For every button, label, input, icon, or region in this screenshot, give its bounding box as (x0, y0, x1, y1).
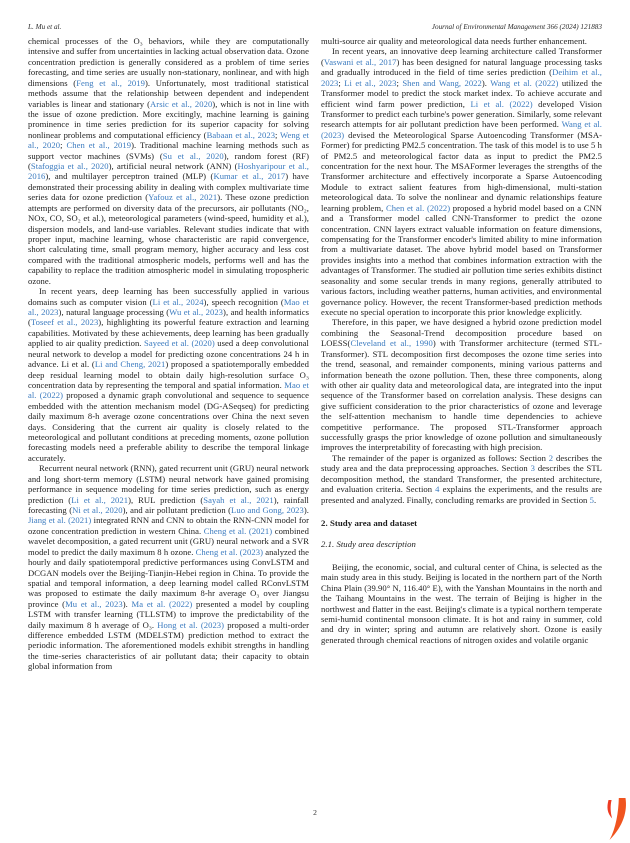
text-run: proposed a dynamic graph convolutional and sequence to sequence embedded with the attention mechanism model (DG-ASeqseq) for predicting daily maximum 8-h average ozone concentrations over China the next seven days. Considering that the current air quality is closely related to the meteorological and pollutant conditions at preceding moments, ozone pollution forecasting models need a preferable ability to describe the temporal linkage accurately. (28, 390, 309, 463)
citation-link[interactable]: Ma et al. (2022) (131, 598, 193, 609)
text-run: multi-source air quality and meteorological data needs further enhancement. (321, 36, 587, 46)
citation-link[interactable]: 2 (548, 452, 554, 463)
section-heading (321, 518, 602, 528)
citation-link[interactable]: Li and Cheng, 2021 (94, 359, 166, 370)
paragraph (28, 286, 309, 463)
text-run: ), rainfall forecasting ( (28, 494, 309, 515)
paragraph (321, 562, 602, 645)
text-run: developed Vision Transformer to predict each turbine's power generation. Similarly, some relevant research attempts for air pollutant prediction have been performed. (321, 98, 602, 130)
citation-link[interactable]: Li et al., 2024 (152, 296, 204, 307)
text-run: ). (303, 504, 309, 515)
text-run: ; (60, 140, 67, 151)
text-run: ), artificial neural network (ANN) ( (108, 161, 238, 172)
citation-link[interactable]: Sayeed et al. (2020) (144, 338, 215, 349)
citation-link[interactable]: 4 (435, 484, 440, 495)
text-run: In recent years, deep learning has been successfully applied in various domains such as computer vision ( (28, 286, 309, 307)
citation-link[interactable]: Hong et al. (2023) (157, 619, 225, 630)
running-head (28, 23, 602, 31)
citation-link[interactable]: Feng et al., 2019 (76, 77, 145, 88)
text-run: combined wavelet decomposition, a gated recurrent unit (GRU) neural network and a SVR model to predict the daily maximum 8 h ozone. (28, 525, 309, 557)
text-run: presented a model by coupling LSTM with transfer learning (TLLSTM) to improve the predictability of the daily maximum 8 h average of O₃. (28, 598, 310, 630)
citation-link[interactable]: Mao et al. (2022) (28, 379, 309, 401)
text-run: utilized the Transformer model to predict the stock market index. To achieve accurate and efficient wind farm power prediction, (321, 77, 603, 109)
citation-link[interactable]: Hoshyaripour et al., 2016 (28, 161, 309, 182)
citation-link[interactable]: Chen et al. (2022) (385, 202, 451, 213)
citation-link[interactable]: Ni et al., 2020 (72, 504, 123, 515)
text-run: ), natural language processing ( (58, 306, 170, 317)
text-run: ), and health informatics ( (28, 306, 309, 328)
column-right (321, 36, 602, 672)
text-run: devised the Meteorological Sparse Autoencoding Transformer (MSA-Former) for predicting PM2.5 concentration. The task of this model is to use 5 h of PM2.5 and meteorological factor data as input to predict the PM2.5 concentration for the next hour. The MSAFormer leverages the strengths of the Transformer architecture and effectively incorporate a Sparse Autoencoding Module to extract salient features from high-dimensional, multi-station meteorological data. To solve the nonlinear and dynamic relationships feature learning problem, (321, 129, 602, 213)
page-number: 2 (313, 808, 317, 817)
citation-link[interactable]: Shen and Wang, 2022 (402, 77, 482, 88)
citation-link[interactable]: 3 (530, 463, 535, 474)
citation-link[interactable]: Deihim et al., 2023 (321, 67, 602, 88)
text-run: The remainder of the paper is organized as follows: Section (332, 452, 549, 463)
paragraph (321, 36, 602, 46)
text-run: 2.1. Study area description (321, 539, 416, 550)
body-columns (28, 36, 602, 672)
text-run: ) have demonstrated their processing ability in dealing with complex multivariate time series data for ozone prediction ( (28, 171, 309, 203)
citation-link[interactable]: Luo and Gong, 2023 (231, 504, 304, 515)
text-run: In recent years, an innovative deep learning architecture called Transformer ( (321, 46, 602, 67)
text-run: ), random forest (RF) ( (28, 150, 309, 172)
citation-link[interactable]: Sayah et al., 2021 (203, 494, 274, 505)
red-corner-mark-icon (604, 797, 628, 841)
citation-link[interactable]: Wang et al. (2022) (490, 77, 559, 88)
citation-link[interactable]: Stafoggia et al., 2020 (30, 161, 109, 172)
text-run: ), and multilayer perceptron trained (MLP) ( (45, 171, 214, 182)
text-run: ) proposed a spatiotemporally embedded deep residual learning model to obtain daily high-resolution surface O₃ concentration data by representing the temporal and spatial information. (28, 359, 309, 390)
running-head-journal: Journal of Environmental Management 366 (2024) 121883 (431, 23, 602, 31)
text-run: ), RUL prediction ( (128, 494, 204, 505)
text-run: ), which is not in line with the issue of ozone prediction. More excitingly, machine learning is gaining prominence in time series prediction for its superior capacity for solving nonlinear problems and computational efficiency ( (28, 98, 309, 140)
citation-link[interactable]: Li et al., 2021 (71, 494, 129, 505)
paragraph (321, 46, 602, 317)
text-run: explains the experiments, and the results are presented and analyzed. Finally, concluding remarks are provided in Section (321, 484, 602, 505)
citation-link[interactable]: Su et al., 2020 (162, 150, 224, 161)
citation-link[interactable]: Cheng et al. (2023) (195, 546, 263, 557)
text-run: . (593, 494, 597, 505)
text-run: proposed a multi-order difference embedded LSTM (MDELSTM) prediction method to extract the periodic information. The aforementioned models exhibit strengths in handling the time-series characteristics of air pollutant data; their capacity to obtain global information from (28, 619, 309, 672)
citation-link[interactable]: Kumar et al., 2017 (213, 171, 286, 182)
citation-link[interactable]: Wu et al., 2023 (169, 306, 224, 317)
text-run: Therefore, in this paper, we have designed a hybrid ozone prediction model combining the Seasonal-Trend decomposition procedure based on LOESS( (321, 317, 602, 349)
text-run: ), speech recognition ( (203, 296, 284, 307)
paragraph (28, 36, 309, 286)
text-run: 2. Study area and dataset (321, 517, 418, 528)
citation-link[interactable]: Mao et al., 2023 (28, 296, 309, 317)
text-run: ). Traditional machine learning methods such as support vector machines (SVMs) ( (28, 140, 309, 161)
citation-link[interactable]: Toseef et al., 2023 (30, 317, 99, 328)
text-run: ; (338, 77, 345, 88)
page-footer (0, 808, 630, 817)
column-left (28, 36, 309, 672)
citation-link[interactable]: Li et al., 2023 (344, 77, 397, 88)
citation-link[interactable]: Babaan et al., 2023 (206, 129, 276, 140)
section-subheading (321, 539, 602, 549)
citation-link[interactable]: Mu et al., 2023 (65, 598, 123, 609)
paragraph (321, 453, 602, 505)
running-head-authors: L. Mu et al. (28, 23, 62, 31)
citation-link[interactable]: Arsic et al., 2020 (150, 98, 213, 109)
text-run: proposed a hybrid model based on a CNN and a Transformer model called CNN-Transformer to predict the ozone concentration. CNN layers extract valuable information on feature dimensions, compensating for the Transformer encoder's limited ability to mine information from a multivariate dataset. The above hybrid model based on Transformer provides insights into a method that combines information extraction with the advantages of Transformer. The studied air pollution time series exhibits distinct seasonality and some secular trends in many regions, generally attributed to various factors, including weather patterns, human activities, and environmental governance policy. However, the recent Transformer-based prediction methods execute no special operation to incorporate this prior knowledge explicitly. (321, 202, 603, 317)
citation-link[interactable]: Weng et al., 2020 (28, 129, 309, 151)
text-run: ) has been designed for natural language processing tasks and gradually introduced in the field of time series prediction ( (321, 56, 603, 78)
citation-link[interactable]: 5 (589, 494, 594, 505)
text-run: ). Unfortunately, most traditional statistical methods assume that the relationship between dependent and independent variables is linear and stationary ( (28, 77, 309, 109)
text-run: ), highlighting its powerful feature extraction and learning capabilities. Motivated by these achievements, deep learning has been gradually applied to air quality prediction. (28, 317, 309, 349)
text-run: ). (122, 598, 132, 609)
text-run: Beijing, the economic, social, and cultural center of China, is selected as the main study area in this study. Beijing is located in the northern part of the North China Plain (39.90° N, 116.40° E), with the Yanshan Mountains in the north and the Taihang Mountains in the west. The terrain of Beijing is higher in the northwest and flatter in the east. Beijing's climate is a typical northern temperate semi-humid continental monsoon climate. It is hot and rainy in summer, cold and dry in winter; spring and autumn are relatively short. Ozone is easily generated through chemical reactions of nitrogen oxides and volatile organic (321, 561, 602, 645)
text-run: ; (275, 129, 280, 140)
text-run: ). These ozone prediction attempts are performed on diversity data of the precursors, air pollutants (NO₂, NOx, CO, SO₂ et al.), meteorological parameters (wind-speed, humidity et al.), dispersion models, and land-use variables. Relevant studies indicate that with proper input, machine learning, whose characteristic are rapid convergence, short calculating time, small program memory, higher accuracy and less cost compared with the traditional atmospheric models, performs well and has the capability to replace the tradition atmospheric model in simulating tropospheric ozone. (28, 192, 309, 286)
paragraph (321, 317, 602, 452)
text-run: Recurrent neural network (RNN), gated recurrent unit (GRU) neural network and long short-term memory (LSTM) neural network have gained promising performance in sequence modeling for time series prediction, such as energy prediction ( (28, 463, 309, 505)
paragraph (28, 463, 309, 671)
text-run: used a deep convolutional neural network to develop a model for predicting ozone concentrations 24 h in advance. Li et al. ( (28, 338, 309, 370)
text-run: ), and air pollutant prediction ( (122, 504, 232, 515)
citation-link[interactable]: Li et al. (2022) (470, 98, 533, 109)
citation-link[interactable]: Chen et al., 2019 (66, 140, 132, 151)
text-run: describes the study area and the data preprocessing approaches. Section (321, 452, 602, 474)
text-run: ; (396, 77, 403, 88)
text-run: describes the STL decomposition method, the standard Transformer, the presented architecture, and evaluation criteria. Section (321, 463, 602, 495)
text-run: integrated RNN and CNN to obtain the RNN-CNN model for ozone concentration prediction in western China. (28, 515, 310, 536)
citation-link[interactable]: Vaswani et al., 2017 (323, 56, 397, 67)
citation-link[interactable]: Cheng et al. (2021) (203, 525, 273, 536)
citation-link[interactable]: Jiang et al. (2021) (28, 515, 92, 526)
citation-link[interactable]: Wang et al. (2023) (321, 119, 602, 140)
text-run: ) with Transformer architecture (termed STL-Transformer). STL decomposition first decomposes the ozone time series into the trend, seasonal, and remainder components, mining various patterns and information beneath the ozone pollution. Then, these three components, along with other air quality data and meteorological data, are integrated into the input sequence of the Transformer based on correlation analysis. These designs can give sufficient consideration to the prior characteristics of ozone and leverage the self-attention mechanism to handle time dependencies to achieve competitive performance. The proposed STL-Transformer approach successfully grasps the prior knowledge of ozone pollution and simultaneously improves the interpretability of forecasting with high precision. (321, 338, 602, 453)
citation-link[interactable]: Yafouz et al., 2021 (148, 192, 218, 203)
text-run: chemical processes of the O₃ behaviors, while they are computationally intensive and suffer from uncertainties in lacking actual observation data. Ozone concentration prediction is generally considered as a problem of time series forecasting, and time series are usually non-stationary, nonlinear, and with high dimensions ( (28, 36, 309, 88)
text-run: analyzed the hourly and daily spatiotemporal predictive performances using ConvLSTM and DCGAN models over the Beijing-Tianjin-Hebei region in China. To provide the spatial and temporal information, a deep learning model called RConvLSTM was proposed to estimate the daily maximum 8-hr average O₃ over Jiangsu province ( (28, 546, 310, 609)
text-run: ). (481, 77, 491, 88)
citation-link[interactable]: Cleveland et al., 1990 (350, 338, 433, 349)
